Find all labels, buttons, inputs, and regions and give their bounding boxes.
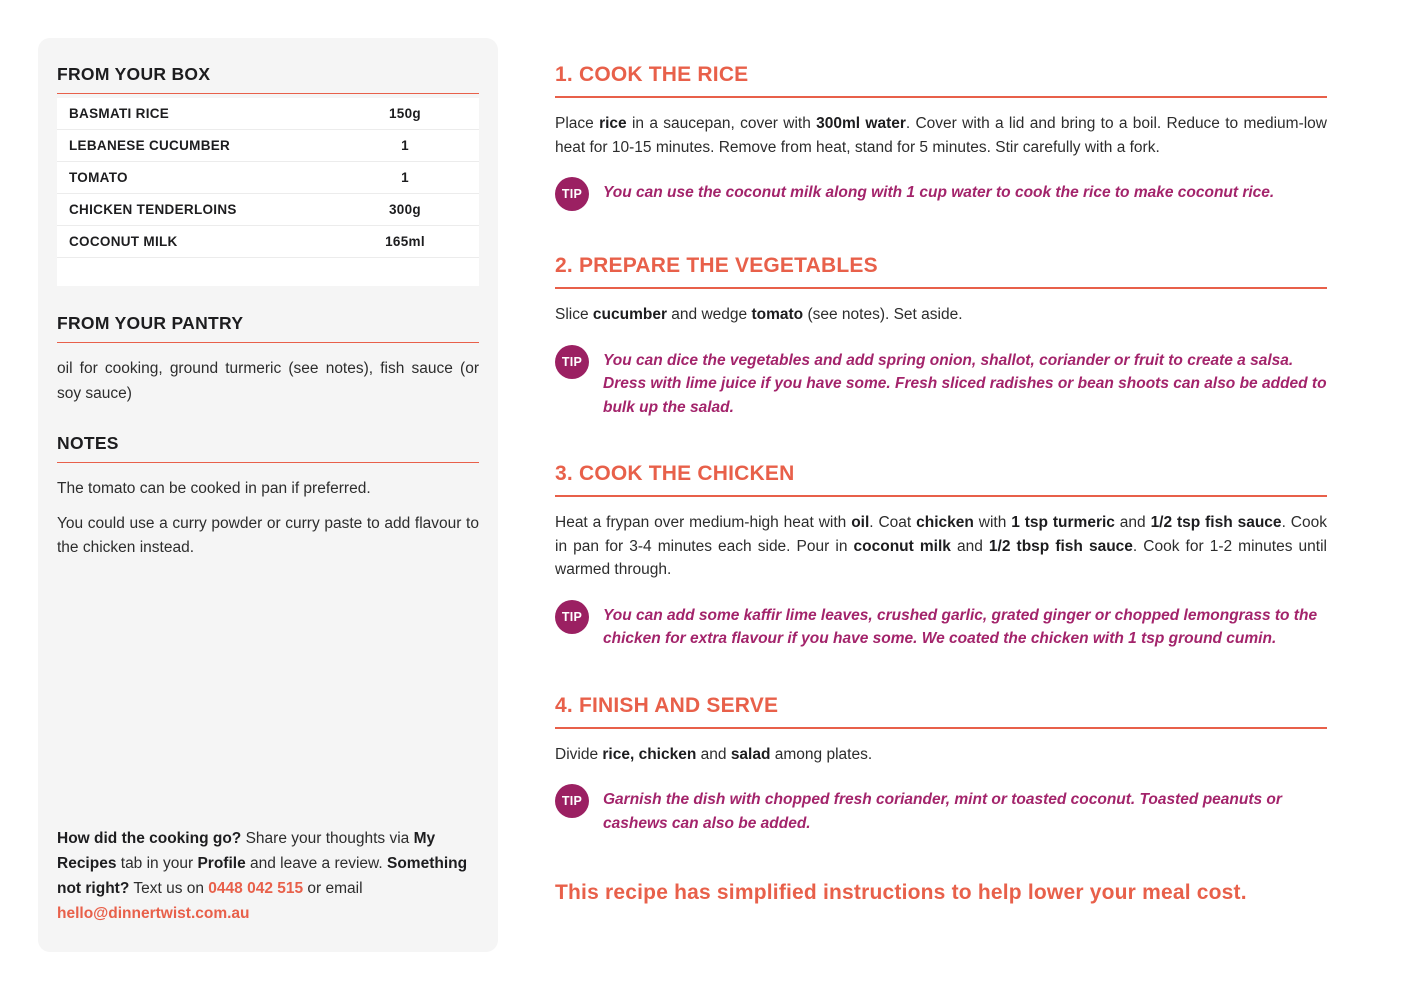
step-body — [555, 112, 1327, 159]
tip-badge: TIP — [555, 600, 589, 634]
text-segment: 1/2 tbsp fish sauce — [988, 537, 1133, 555]
tip-badge: TIP — [555, 784, 589, 818]
text-segment: and wedge — [667, 306, 752, 323]
text-segment: . Coat — [869, 514, 917, 531]
text-segment: Share your thoughts via — [241, 830, 414, 847]
notes-section — [57, 433, 479, 561]
notes-paragraph: You could use a curry powder or curry paste to add flavour to the chicken instead. — [57, 514, 479, 556]
text-segment: and — [1114, 514, 1151, 531]
text-segment: Divide — [555, 745, 603, 763]
ingredient-qty: 1 — [401, 138, 409, 153]
text-segment: . Cook for 1-2 minutes until warmed through. — [555, 537, 1327, 578]
text-segment: . Cook in pan for 3-4 minutes each side. Pour in — [555, 514, 1327, 555]
text-segment: Text us on — [129, 880, 209, 897]
tip-row — [555, 177, 1327, 211]
step-title: 3. COOK THE CHICKEN — [555, 461, 1327, 497]
step-title: 1. COOK THE RICE — [555, 62, 1327, 98]
text-segment: tomato — [751, 306, 804, 323]
step-4-finish-and-serve — [555, 693, 1327, 836]
step-2-prepare-the-vegetables — [555, 253, 1327, 419]
ingredients-panel — [38, 38, 498, 952]
email-link[interactable]: hello@dinnertwist.com.au — [57, 905, 250, 922]
tip-text: Garnish the dish with chopped fresh coriander, mint or toasted coconut. Toasted peanuts or cashews can also be added. — [603, 791, 1282, 832]
text-segment: Heat a frypan over medium-high heat with — [555, 514, 852, 531]
text-segment: salad — [730, 745, 771, 763]
text-segment: with — [973, 514, 1012, 531]
text-segment: My Recipes — [57, 830, 436, 872]
text-segment: Place — [555, 115, 600, 132]
ingredient-name: COCONUT MILK — [69, 234, 178, 249]
table-row — [57, 130, 479, 162]
ingredient-name: LEBANESE CUCUMBER — [69, 138, 231, 153]
notes-paragraph: The tomato can be cooked in pan if preferred. — [57, 480, 371, 497]
step-title: 2. PREPARE THE VEGETABLES — [555, 253, 1327, 289]
step-title: 4. FINISH AND SERVE — [555, 693, 1327, 729]
from-your-pantry-section — [57, 313, 479, 406]
tip-text: You can add some kaffir lime leaves, crushed garlic, grated ginger or chopped lemongrass to the chicken for extra flavour if you have some. We coated the chicken with 1 tsp ground cumin. — [603, 606, 1318, 647]
step-body — [555, 743, 1327, 767]
table-row — [57, 226, 479, 258]
step-1-cook-the-rice — [555, 62, 1327, 211]
ingredient-name: TOMATO — [69, 170, 128, 185]
text-segment: in a saucepan, cover with — [626, 115, 817, 132]
tip-row — [555, 784, 1327, 835]
ingredient-qty: 300g — [389, 202, 421, 217]
ingredient-qty: 150g — [389, 106, 421, 121]
ingredients-table — [57, 98, 479, 286]
from-your-box-section — [57, 64, 479, 286]
text-segment: tab in your — [116, 855, 198, 872]
text-segment: and — [950, 537, 989, 555]
text-segment: chicken — [638, 745, 697, 763]
text-segment: Profile — [197, 855, 246, 872]
feedback-footer — [57, 826, 479, 926]
instructions-column — [555, 38, 1327, 992]
text-segment: 1/2 tsp fish sauce — [1150, 514, 1282, 531]
pantry-text: oil for cooking, ground turmeric (see notes), fish sauce (or soy sauce) — [57, 360, 479, 402]
text-segment: rice — [599, 115, 627, 132]
step-body — [555, 511, 1327, 582]
table-row — [57, 98, 479, 130]
text-segment: and — [696, 745, 731, 763]
notes-title: NOTES — [57, 433, 479, 463]
ingredient-name: CHICKEN TENDERLOINS — [69, 202, 237, 217]
from-your-pantry-title: FROM YOUR PANTRY — [57, 313, 479, 343]
text-segment: coconut milk — [853, 537, 951, 555]
text-segment: (see notes). Set aside. — [803, 306, 963, 323]
ingredient-qty: 1 — [401, 170, 409, 185]
tip-badge: TIP — [555, 345, 589, 379]
table-row — [57, 194, 479, 226]
text-segment: cucumber — [592, 306, 667, 323]
text-segment: rice, — [602, 745, 635, 763]
table-row — [57, 162, 479, 194]
text-segment: 1 tsp turmeric — [1011, 514, 1115, 531]
panel-spacer — [57, 561, 479, 827]
ingredient-qty: 165ml — [385, 234, 425, 249]
from-your-box-title: FROM YOUR BOX — [57, 64, 479, 94]
text-segment: or email — [303, 880, 363, 897]
tip-text: You can use the coconut milk along with 1 cup water to cook the rice to make coconut rice. — [603, 184, 1275, 201]
text-segment: How did the cooking go? — [57, 830, 242, 847]
step-3-cook-the-chicken — [555, 461, 1327, 651]
phone-link[interactable]: 0448 042 515 — [208, 880, 304, 897]
tip-badge: TIP — [555, 177, 589, 211]
text-segment: Something not right? — [57, 855, 468, 897]
tip-row — [555, 345, 1327, 420]
text-segment: . Cover with a lid and bring to a boil. Reduce to medium-low heat for 10-15 minutes. Remove from heat, stand for 5 minutes. Stir carefully with a fork. — [555, 115, 1327, 156]
step-body — [555, 303, 1327, 327]
text-segment: chicken — [916, 514, 974, 531]
text-segment: among plates. — [770, 745, 873, 763]
text-segment: 300ml water — [816, 115, 906, 132]
tip-text: You can dice the vegetables and add spring onion, shallot, coriander or fruit to create a salsa. Dress with lime juice if you have some. Fresh sliced radishes or bean shoots can also be added to bulk up the salad. — [603, 351, 1327, 416]
text-segment: Slice — [555, 306, 593, 323]
tip-row — [555, 600, 1327, 651]
text-segment: and leave a review. — [245, 855, 387, 872]
text-segment: oil — [851, 514, 870, 531]
ingredient-name: BASMATI RICE — [69, 106, 170, 121]
table-empty-row — [57, 258, 479, 286]
cost-note: This recipe has simplified instructions to help lower your meal cost. — [555, 881, 1247, 904]
